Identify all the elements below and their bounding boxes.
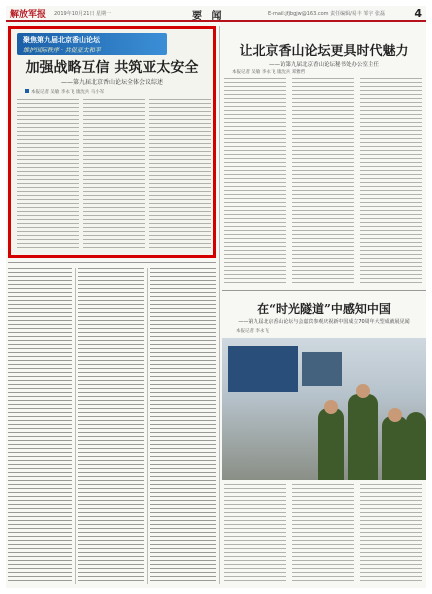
tunnel-article-title: 在“时光隧道”中感知中国 [257, 302, 391, 316]
lead-article-highlight[interactable] [8, 26, 216, 258]
photo-display-screen [228, 346, 298, 392]
photo-person [348, 394, 378, 480]
masthead [6, 6, 426, 22]
lead-text-column-3 [149, 99, 211, 249]
lead-article-byline: 本报记者 吴敏 李永飞 康沈兵 马小军 [25, 89, 104, 95]
issue-date: 2019年10月21日 星期一 [54, 11, 112, 17]
section-title: 要 闻 [192, 11, 225, 22]
lead-text-column-2 [83, 99, 145, 249]
banner-slogan: 维护国际秩序 · 共促亚太和平 [23, 47, 101, 54]
lead-article-title: 加强战略互信 共筑亚太安全 [25, 60, 199, 76]
column-rule [147, 268, 148, 584]
photo-person [406, 412, 426, 480]
tunnel-text-column-1 [224, 484, 286, 584]
editor-contact: E-mail:jfjbgjw@163.com 责任编辑/易丰 邹宇 张磊 [268, 11, 385, 17]
body-text-column [150, 268, 216, 584]
photo-person-head [324, 400, 338, 414]
newspaper-page [6, 6, 426, 588]
right-text-column-2 [292, 78, 354, 283]
photo-person-head [356, 384, 370, 398]
tunnel-article-byline: 本报记者 李永飞 [236, 329, 269, 334]
page-number: 4 [414, 7, 422, 20]
tunnel-text-column-2 [292, 484, 354, 584]
byline-marker-icon [25, 89, 29, 93]
body-text-column [8, 268, 72, 584]
photo-person [382, 416, 408, 480]
right-text-column-1 [224, 78, 286, 283]
tunnel-article-subtitle: ——第九届北京香山论坛与会嘉宾参观庆祝新中国成立70周年大型成就展见闻 [238, 319, 410, 325]
photo-display-panel [302, 352, 342, 386]
right-article-title: 让北京香山论坛更具时代魅力 [239, 44, 409, 59]
exhibition-photo [222, 338, 426, 480]
right-text-column-3 [360, 78, 422, 283]
section-divider [222, 290, 426, 291]
column-rule [75, 268, 76, 584]
lead-article-subtitle: ——第九届北京香山论坛全体会议综述 [60, 79, 163, 86]
newspaper-logo: 解放军报 [10, 10, 47, 20]
right-article-subtitle: ——访第九届北京香山论坛秘书处办公室主任 [268, 62, 379, 68]
right-article-byline: 本报记者 吴敏 李永飞 康沈兵 邓雅哲 [232, 70, 306, 75]
photo-person [318, 408, 344, 480]
banner-title: 聚焦第九届北京香山论坛 [23, 36, 100, 44]
photo-person-head [388, 408, 402, 422]
forum-banner [17, 33, 167, 55]
column-rule [219, 26, 220, 584]
tunnel-text-column-3 [360, 484, 422, 584]
body-text-column [78, 268, 144, 584]
section-divider [8, 262, 216, 263]
lead-text-column-1 [17, 99, 79, 249]
